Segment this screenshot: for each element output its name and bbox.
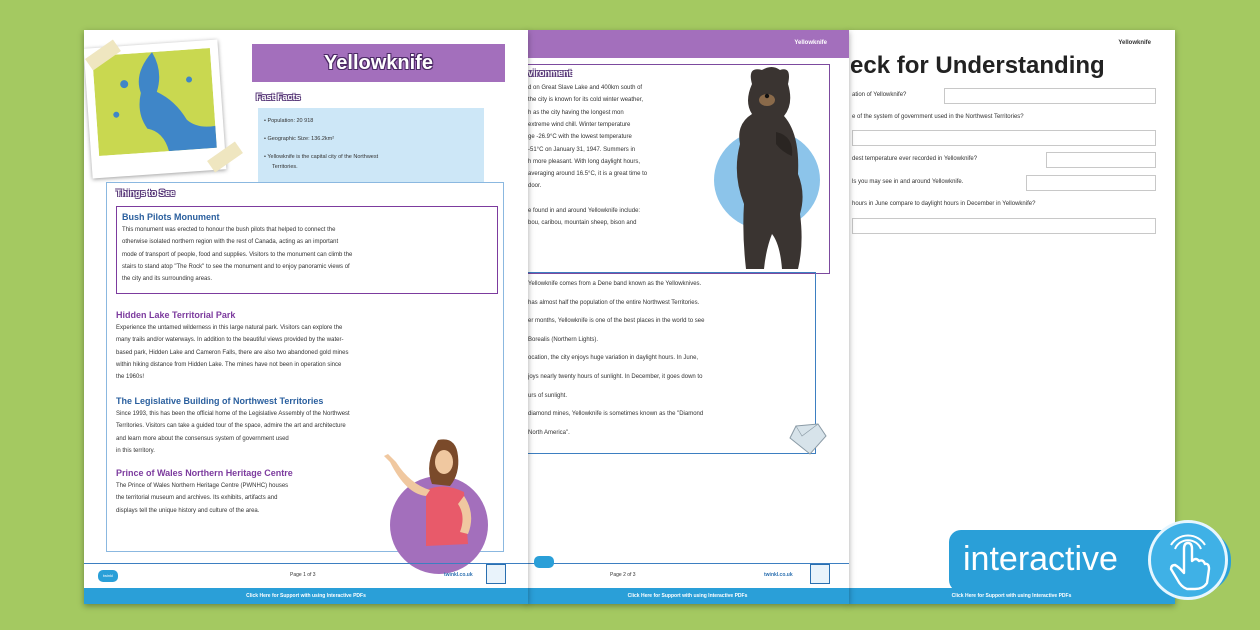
text-line: er months, Yellowknife is one of the best places in the world to see [528, 318, 705, 325]
answer-field-4[interactable] [1026, 175, 1156, 191]
answer-field-2[interactable] [852, 130, 1156, 146]
text-line: the 1960s! [116, 374, 145, 381]
fast-facts-heading: Fast Facts [256, 92, 301, 102]
fact-capital: • Yellowknife is the capital city of the Northwest [264, 154, 379, 160]
text-line: extreme wind chill. Winter temperature [528, 121, 631, 128]
map-image [92, 48, 217, 156]
hand-pointer-glyph [1151, 523, 1225, 597]
text-line: many trails and/or waterways. In addition to the beautiful views provided by the water- [116, 337, 344, 344]
text-line: diamond mines, Yellowknife is sometimes known as the "Diamond [528, 411, 704, 418]
text-line: d on Great Slave Lake and 400km south of [528, 85, 643, 91]
text-line: has almost half the population of the entire Northwest Territories. [528, 299, 700, 306]
things-to-see-heading: Things to See [116, 188, 176, 198]
question-2: e of the system of government used in the Northwest Territories? [852, 114, 1024, 120]
question-1: ation of Yellowknife? [852, 92, 907, 98]
text-line: -51°C on January 31, 1947. Summers in [528, 146, 636, 153]
text-line: bou, caribou, mountain sheep, bison and [528, 220, 637, 227]
text-line: North America". [528, 429, 570, 436]
answer-field-1[interactable] [944, 88, 1156, 104]
text-line: joys nearly twenty hours of sunlight. In December, it goes down to [528, 374, 703, 380]
footer-rule [526, 563, 849, 564]
text-line: based park, Hidden Lake and Cameron Falls, there are also two abandoned gold mines [116, 349, 349, 356]
page-number: Page 1 of 3 [290, 572, 316, 578]
fast-facts-box [258, 108, 484, 182]
text-line: ocation, the city enjoys huge variation in daylight hours. In June, [528, 355, 699, 362]
badge-icon [486, 564, 506, 584]
text-line: urs of sunlight. [528, 392, 568, 399]
page-number: Page 2 of 3 [610, 572, 636, 578]
text-line: the territorial museum and archives. Its exhibits, artifacts and [116, 495, 278, 502]
text-line: and learn more about the consensus system of government used [116, 435, 289, 442]
worksheet-page-2 [526, 30, 849, 604]
twinkl-url[interactable]: twinkl.co.uk [444, 572, 473, 578]
page-title: eck for Understanding [850, 52, 1105, 79]
text-line: otherwise isolated northern region with the rest of Canada, acting as an important [122, 239, 339, 246]
fact-capital-cont: Territories. [272, 164, 298, 170]
text-line: Since 1993, this has been the official home of the Legislative Assembly of the Northwest [116, 411, 350, 417]
text-line: the city and its surrounding areas. [122, 276, 213, 283]
question-5: hours in June compare to daylight hours in December in Yellowknife? [852, 201, 1036, 207]
section-heading-3: The Legislative Building of Northwest Territories [116, 396, 324, 406]
fact-population: • Population: 20 918 [264, 118, 314, 124]
question-4: ls you may see in and around Yellowknife. [852, 179, 964, 185]
text-line: the city is known for its cold winter weather, [528, 97, 644, 104]
text-line: mode of transport of people, food and supplies. Visitors to the monument can climb the [122, 251, 353, 258]
text-line: Yellowknife comes from a Dene band known as the Yellowknives. [528, 281, 702, 287]
text-line: door. [528, 183, 542, 190]
text-line: h more pleasant. With long daylight hours, [528, 158, 641, 165]
girl-illustration-icon [380, 434, 490, 552]
answer-field-5[interactable] [852, 218, 1156, 234]
page-title: Yellowknife [252, 44, 505, 82]
text-line: Experience the untamed wilderness in this large natural park. Visitors can explore the [116, 325, 343, 331]
support-footer-link[interactable]: Click Here for Support with using Interactive PDFs [526, 588, 849, 604]
text-line: Territories. Visitors can take a guided tour of the space, admire the art and architecture [116, 423, 346, 430]
text-line: ge -26.9°C with the lowest temperature [528, 134, 632, 141]
page-header: Yellowknife [1118, 40, 1151, 46]
section-heading: vironment [528, 68, 572, 78]
text-line: stairs to stand atop "The Rock" to see the monument and to enjoy panoramic views of [122, 263, 350, 270]
interactive-label: interactive [963, 540, 1118, 578]
bear-icon [722, 64, 812, 274]
twinkl-logo-2 [534, 556, 554, 568]
section-heading-1: Bush Pilots Monument [122, 212, 220, 222]
question-3: dest temperature ever recorded in Yellowknife? [852, 156, 978, 162]
text-line: h as the city having the longest mon [528, 109, 624, 116]
text-line: Borealis (Northern Lights). [528, 336, 599, 343]
text-line: The Prince of Wales Northern Heritage Centre (PWNHC) houses [116, 483, 289, 489]
text-line: e found in and around Yellowknife include: [528, 208, 641, 214]
text-line: This monument was erected to honour the bush pilots that helped to connect the [122, 227, 336, 233]
text-line: within hiking distance from Hidden Lake. The mines have not been in operation since [116, 361, 342, 368]
twinkl-url[interactable]: twinkl.co.uk [764, 572, 793, 578]
section-heading-2: Hidden Lake Territorial Park [116, 310, 236, 320]
answer-field-3[interactable] [1046, 152, 1156, 168]
fact-size: • Geographic Size: 136.2km² [264, 136, 335, 142]
support-footer-link[interactable]: Click Here for Support with using Interactive PDFs [84, 588, 528, 604]
page-header: Yellowknife [794, 40, 827, 46]
worksheet-page-3 [848, 30, 1175, 604]
text-line: displays tell the unique history and culture of the area. [116, 507, 260, 514]
footer-rule [84, 563, 528, 564]
diamond-icon [788, 422, 828, 456]
text-line: averaging around 16.5°C, it is a great time to [528, 171, 648, 178]
support-footer-link[interactable]: Click Here for Support with using Interactive PDFs [848, 588, 1175, 604]
badge-icon [810, 564, 830, 584]
header-bar [526, 30, 849, 58]
hand-pointer-icon[interactable] [1148, 520, 1228, 600]
twinkl-logo: twinkl [98, 570, 118, 582]
worksheet-page-1 [84, 30, 528, 604]
text-line: in this territory. [116, 447, 155, 454]
section-heading-4: Prince of Wales Northern Heritage Centre [116, 468, 293, 478]
